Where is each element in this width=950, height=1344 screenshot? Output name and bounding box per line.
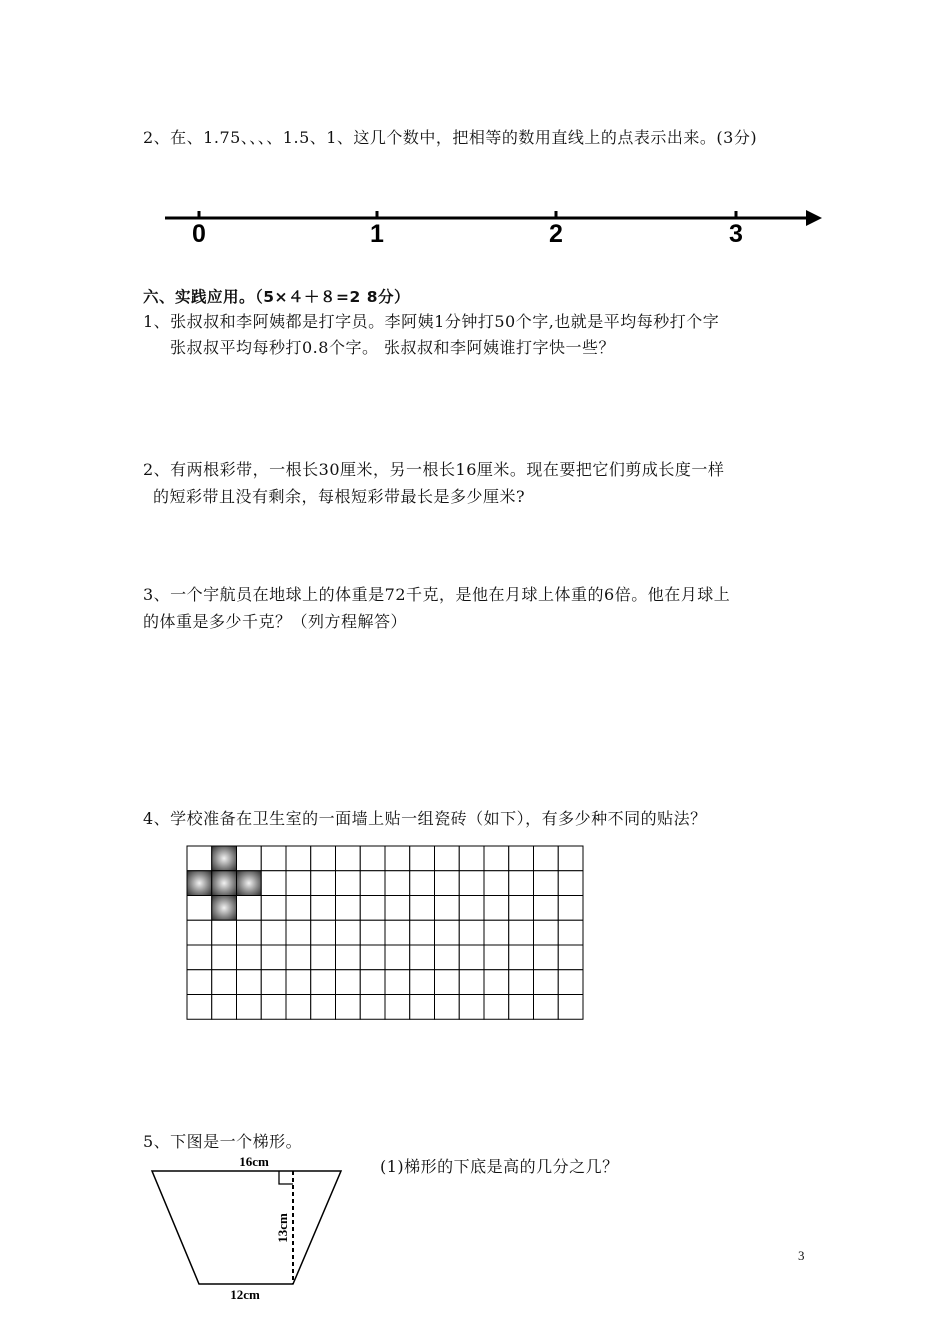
tile [261,995,286,1020]
tile [459,995,484,1020]
tile [237,970,262,995]
tile [336,945,361,970]
tile [212,945,237,970]
trapezoid-top-label: 16cm [239,1154,269,1169]
tile [435,896,460,921]
tile [509,920,534,945]
tile [509,871,534,896]
tile [336,896,361,921]
tile [534,846,559,871]
tile [286,896,311,921]
q6-1-line1: 1、张叔叔和李阿姨都是打字员。李阿姨1分钟打50个字,也就是平均每秒打个字 [143,312,720,331]
tile-shaded [212,846,237,871]
tile [410,896,435,921]
tile [286,995,311,1020]
tile [558,995,583,1020]
tile [336,871,361,896]
page-number: 3 [798,1248,805,1263]
tile [385,846,410,871]
tile [286,846,311,871]
tile [459,945,484,970]
tile [261,920,286,945]
tile [187,896,212,921]
tile [435,920,460,945]
tile [360,995,385,1020]
tile [484,896,509,921]
tile [534,896,559,921]
q6-5-text: 5、下图是一个梯形。 [143,1132,303,1151]
tile [360,846,385,871]
tile [187,945,212,970]
tile [187,970,212,995]
tile [410,846,435,871]
tile [385,896,410,921]
tile [187,846,212,871]
tile [435,970,460,995]
tile [558,846,583,871]
section6-heading: 六、实践应用。（5×４＋８=2 8分） [143,288,410,306]
number-line-label-1: 1 [370,220,384,248]
tile [410,970,435,995]
tile [311,920,336,945]
tile [459,970,484,995]
tile [410,871,435,896]
q6-1-line2: 张叔叔平均每秒打0.8个字。 张叔叔和李阿姨谁打字快一些？ [170,338,616,357]
tile-shaded [212,896,237,921]
tile [237,846,262,871]
trapezoid-height-label: 13cm [275,1213,290,1243]
trapezoid-figure [152,1154,341,1302]
tile [286,945,311,970]
tile [360,970,385,995]
tile [360,920,385,945]
tile [435,871,460,896]
tile [509,970,534,995]
tile [558,896,583,921]
tile [360,896,385,921]
tile [336,846,361,871]
number-line-label-3: 3 [729,220,743,248]
tile [435,995,460,1020]
tile [311,945,336,970]
tile [459,896,484,921]
tile [435,945,460,970]
tile [311,970,336,995]
tile [286,970,311,995]
q6-3-line1: 3、一个宇航员在地球上的体重是72千克，是他在月球上体重的6倍。他在月球上 [143,585,731,604]
tile [484,871,509,896]
tile-shaded [237,871,262,896]
number-line-arrow [806,210,822,226]
tile [484,846,509,871]
q6-2-line2: 的短彩带且没有剩余，每根短彩带最长是多少厘米? [153,487,526,506]
tile [534,920,559,945]
q5-2-text: 2、在、1.75、、、、1.5、1、这几个数中，把相等的数用直线上的点表示出来。(3分) [143,128,758,147]
tile [311,896,336,921]
tile [558,920,583,945]
tile [261,871,286,896]
tile [534,871,559,896]
tile [261,896,286,921]
tile [311,871,336,896]
tile [336,920,361,945]
tile [187,920,212,945]
right-angle-mark [279,1171,293,1184]
tile [558,945,583,970]
tile [212,920,237,945]
tile [360,945,385,970]
tile [484,995,509,1020]
q6-3-line2: 的体重是多少千克？（列方程解答） [143,612,408,631]
tile [534,995,559,1020]
tile [187,995,212,1020]
tile [484,920,509,945]
tile-grid [187,846,583,1019]
number-line [165,210,822,248]
q6-5-sub1: (1)梯形的下底是高的几分之几？ [380,1157,619,1176]
tile [484,970,509,995]
tile [311,846,336,871]
trapezoid-shape [152,1171,341,1284]
tile [336,970,361,995]
tile [385,920,410,945]
number-line-label-2: 2 [549,220,563,248]
tile [261,945,286,970]
tile [261,970,286,995]
tile [261,846,286,871]
tile [286,871,311,896]
tile [410,945,435,970]
tile [435,846,460,871]
tile [459,871,484,896]
tile [385,995,410,1020]
number-line-label-0: 0 [192,220,206,248]
q6-4-text: 4、学校准备在卫生室的一面墙上贴一组瓷砖（如下），有多少种不同的贴法？ [143,809,707,828]
q6-2-line1: 2、有两根彩带，一根长30厘米，另一根长16厘米。现在要把它们剪成长度一样 [143,460,725,479]
tile [336,995,361,1020]
tile [410,995,435,1020]
tile [459,920,484,945]
tile [534,945,559,970]
tile [509,995,534,1020]
tile [534,970,559,995]
tile [509,945,534,970]
tile [237,920,262,945]
tile [311,995,336,1020]
tile [509,846,534,871]
tile [237,945,262,970]
tile [212,995,237,1020]
tile [484,945,509,970]
tile [385,871,410,896]
tile [459,846,484,871]
tile [509,896,534,921]
tile [385,945,410,970]
tile [558,871,583,896]
tile [558,970,583,995]
trapezoid-bottom-label: 12cm [230,1287,260,1302]
tile [212,970,237,995]
tile-shaded [212,871,237,896]
tile-shaded [187,871,212,896]
tile [360,871,385,896]
tile [237,896,262,921]
tile [237,995,262,1020]
tile [286,920,311,945]
tile [385,970,410,995]
tile [410,920,435,945]
